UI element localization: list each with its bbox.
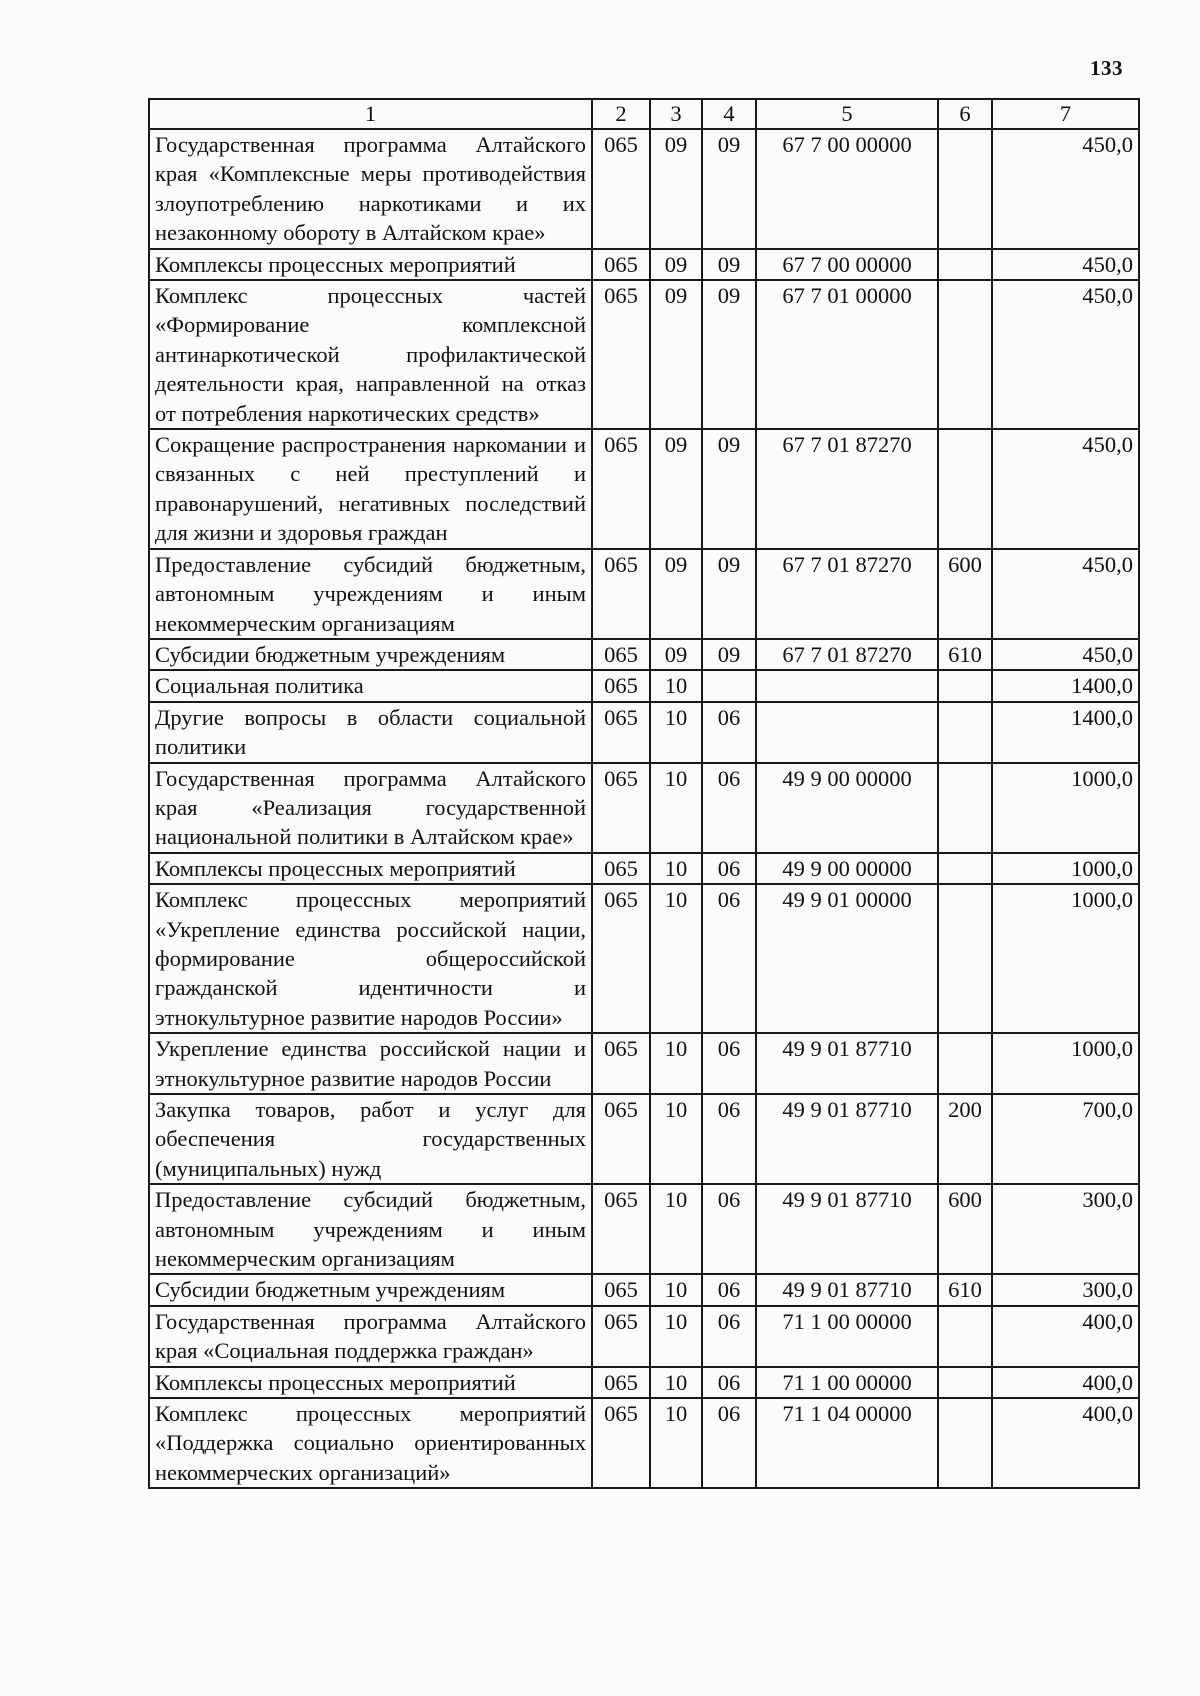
table-row	[149, 1367, 1139, 1398]
code-cell: 065	[592, 884, 650, 1033]
table-row	[149, 1033, 1139, 1094]
row-name-cell: Субсидии бюджетным учреждениям	[149, 639, 592, 670]
target-article-cell: 67 7 01 87270	[756, 429, 938, 549]
table-row	[149, 702, 1139, 763]
expense-type-cell	[938, 1033, 992, 1094]
amount-cell: 450,0	[992, 549, 1139, 639]
table-row	[149, 549, 1139, 639]
section-cell: 10	[650, 1033, 702, 1094]
table-row	[149, 884, 1139, 1033]
section-cell: 09	[650, 280, 702, 429]
section-cell: 09	[650, 129, 702, 249]
table-row	[149, 670, 1139, 701]
expense-type-cell	[938, 763, 992, 853]
subsection-cell: 06	[702, 763, 756, 853]
section-cell: 09	[650, 249, 702, 280]
budget-table	[148, 98, 1140, 1489]
row-name-cell: Субсидии бюджетным учреждениям	[149, 1274, 592, 1305]
target-article-cell: 49 9 01 87710	[756, 1033, 938, 1094]
code-cell: 065	[592, 1274, 650, 1305]
target-article-cell	[756, 670, 938, 701]
code-cell: 065	[592, 702, 650, 763]
table-row	[149, 853, 1139, 884]
expense-type-cell	[938, 853, 992, 884]
amount-cell: 400,0	[992, 1306, 1139, 1367]
row-name-cell: Комплексы процессных мероприятий	[149, 249, 592, 280]
amount-cell: 1400,0	[992, 670, 1139, 701]
code-cell: 065	[592, 1367, 650, 1398]
column-header: 1	[149, 99, 592, 129]
section-cell: 10	[650, 884, 702, 1033]
expense-type-cell	[938, 1367, 992, 1398]
table-row	[149, 763, 1139, 853]
section-cell: 10	[650, 853, 702, 884]
section-cell: 10	[650, 702, 702, 763]
column-header: 6	[938, 99, 992, 129]
code-cell: 065	[592, 549, 650, 639]
subsection-cell: 09	[702, 639, 756, 670]
subsection-cell: 09	[702, 429, 756, 549]
row-name-cell: Предоставление субсидий бюджетным, автономным учреждениям и иным некоммерческим организациям	[149, 1184, 592, 1274]
expense-type-cell	[938, 429, 992, 549]
column-header: 3	[650, 99, 702, 129]
amount-cell: 1000,0	[992, 1033, 1139, 1094]
column-header: 5	[756, 99, 938, 129]
section-cell: 10	[650, 670, 702, 701]
target-article-cell: 49 9 01 87710	[756, 1184, 938, 1274]
table-row	[149, 1094, 1139, 1184]
code-cell: 065	[592, 1033, 650, 1094]
column-header: 4	[702, 99, 756, 129]
table-row	[149, 249, 1139, 280]
page-number: 133	[1090, 56, 1123, 80]
target-article-cell: 71 1 04 00000	[756, 1398, 938, 1488]
amount-cell: 1000,0	[992, 884, 1139, 1033]
expense-type-cell	[938, 129, 992, 249]
table-row	[149, 129, 1139, 249]
row-name-cell: Другие вопросы в области социальной политики	[149, 702, 592, 763]
amount-cell: 450,0	[992, 639, 1139, 670]
target-article-cell: 49 9 01 87710	[756, 1094, 938, 1184]
code-cell: 065	[592, 853, 650, 884]
table-row	[149, 639, 1139, 670]
subsection-cell: 09	[702, 249, 756, 280]
expense-type-cell	[938, 1398, 992, 1488]
section-cell: 10	[650, 1184, 702, 1274]
code-cell: 065	[592, 1306, 650, 1367]
expense-type-cell: 600	[938, 549, 992, 639]
expense-type-cell: 600	[938, 1184, 992, 1274]
amount-cell: 1400,0	[992, 702, 1139, 763]
row-name-cell: Государственная программа Алтайского края «Реализация государственной национальной политики в Алтайском крае»	[149, 763, 592, 853]
subsection-cell: 06	[702, 1184, 756, 1274]
amount-cell: 400,0	[992, 1398, 1139, 1488]
row-name-cell: Государственная программа Алтайского края «Социальная поддержка граждан»	[149, 1306, 592, 1367]
code-cell: 065	[592, 429, 650, 549]
code-cell: 065	[592, 1398, 650, 1488]
row-name-cell: Комплексы процессных мероприятий	[149, 1367, 592, 1398]
code-cell: 065	[592, 249, 650, 280]
amount-cell: 300,0	[992, 1184, 1139, 1274]
column-header: 7	[992, 99, 1139, 129]
section-cell: 09	[650, 639, 702, 670]
section-cell: 09	[650, 549, 702, 639]
target-article-cell: 49 9 00 00000	[756, 763, 938, 853]
code-cell: 065	[592, 670, 650, 701]
amount-cell: 1000,0	[992, 763, 1139, 853]
subsection-cell: 06	[702, 1274, 756, 1305]
expense-type-cell	[938, 702, 992, 763]
expense-type-cell	[938, 249, 992, 280]
code-cell: 065	[592, 763, 650, 853]
section-cell: 10	[650, 1398, 702, 1488]
amount-cell: 1000,0	[992, 853, 1139, 884]
target-article-cell: 49 9 01 87710	[756, 1274, 938, 1305]
expense-type-cell	[938, 670, 992, 701]
amount-cell: 300,0	[992, 1274, 1139, 1305]
target-article-cell: 71 1 00 00000	[756, 1306, 938, 1367]
subsection-cell: 06	[702, 1094, 756, 1184]
target-article-cell: 67 7 01 87270	[756, 549, 938, 639]
amount-cell: 700,0	[992, 1094, 1139, 1184]
code-cell: 065	[592, 280, 650, 429]
section-cell: 10	[650, 763, 702, 853]
target-article-cell: 49 9 00 00000	[756, 853, 938, 884]
section-cell: 10	[650, 1306, 702, 1367]
code-cell: 065	[592, 639, 650, 670]
target-article-cell: 71 1 00 00000	[756, 1367, 938, 1398]
table-header-row	[149, 99, 1139, 129]
row-name-cell: Государственная программа Алтайского края «Комплексные меры противодействия злоупотреблению наркотиками и их незаконному обороту в Алтайском крае»	[149, 129, 592, 249]
subsection-cell: 06	[702, 1306, 756, 1367]
code-cell: 065	[592, 1094, 650, 1184]
target-article-cell: 49 9 01 00000	[756, 884, 938, 1033]
row-name-cell: Сокращение распространения наркомании и связанных с ней преступлений и правонарушений, негативных последствий для жизни и здоровья граждан	[149, 429, 592, 549]
subsection-cell: 06	[702, 853, 756, 884]
amount-cell: 450,0	[992, 280, 1139, 429]
target-article-cell: 67 7 01 87270	[756, 639, 938, 670]
subsection-cell	[702, 670, 756, 701]
subsection-cell: 06	[702, 884, 756, 1033]
row-name-cell: Закупка товаров, работ и услуг для обеспечения государственных (муниципальных) нужд	[149, 1094, 592, 1184]
expense-type-cell: 610	[938, 639, 992, 670]
expense-type-cell	[938, 1306, 992, 1367]
target-article-cell	[756, 702, 938, 763]
amount-cell: 450,0	[992, 429, 1139, 549]
row-name-cell: Предоставление субсидий бюджетным, автономным учреждениям и иным некоммерческим организациям	[149, 549, 592, 639]
table-row	[149, 280, 1139, 429]
target-article-cell: 67 7 01 00000	[756, 280, 938, 429]
section-cell: 10	[650, 1274, 702, 1305]
section-cell: 09	[650, 429, 702, 549]
expense-type-cell	[938, 280, 992, 429]
subsection-cell: 09	[702, 280, 756, 429]
subsection-cell: 09	[702, 129, 756, 249]
subsection-cell: 06	[702, 1398, 756, 1488]
table-body	[149, 129, 1139, 1488]
section-cell: 10	[650, 1094, 702, 1184]
expense-type-cell: 610	[938, 1274, 992, 1305]
code-cell: 065	[592, 129, 650, 249]
row-name-cell: Комплекс процессных мероприятий «Поддержка социально ориентированных некоммерческих организаций»	[149, 1398, 592, 1488]
subsection-cell: 06	[702, 702, 756, 763]
table-row	[149, 1398, 1139, 1488]
subsection-cell: 06	[702, 1033, 756, 1094]
column-header: 2	[592, 99, 650, 129]
table-row	[149, 429, 1139, 549]
row-name-cell: Социальная политика	[149, 670, 592, 701]
expense-type-cell	[938, 884, 992, 1033]
subsection-cell: 06	[702, 1367, 756, 1398]
amount-cell: 400,0	[992, 1367, 1139, 1398]
table-row	[149, 1184, 1139, 1274]
row-name-cell: Комплекс процессных мероприятий «Укрепление единства российской нации, формирование общероссийской гражданской идентичности и этнокультурное развитие народов России»	[149, 884, 592, 1033]
table-row	[149, 1274, 1139, 1305]
amount-cell: 450,0	[992, 129, 1139, 249]
target-article-cell: 67 7 00 00000	[756, 129, 938, 249]
expense-type-cell: 200	[938, 1094, 992, 1184]
row-name-cell: Комплексы процессных мероприятий	[149, 853, 592, 884]
table-row	[149, 1306, 1139, 1367]
target-article-cell: 67 7 00 00000	[756, 249, 938, 280]
code-cell: 065	[592, 1184, 650, 1274]
amount-cell: 450,0	[992, 249, 1139, 280]
section-cell: 10	[650, 1367, 702, 1398]
row-name-cell: Укрепление единства российской нации и этнокультурное развитие народов России	[149, 1033, 592, 1094]
row-name-cell: Комплекс процессных частей «Формирование комплексной антинаркотической профилактической деятельности края, направленной на отказ от потребления наркотических средств»	[149, 280, 592, 429]
subsection-cell: 09	[702, 549, 756, 639]
